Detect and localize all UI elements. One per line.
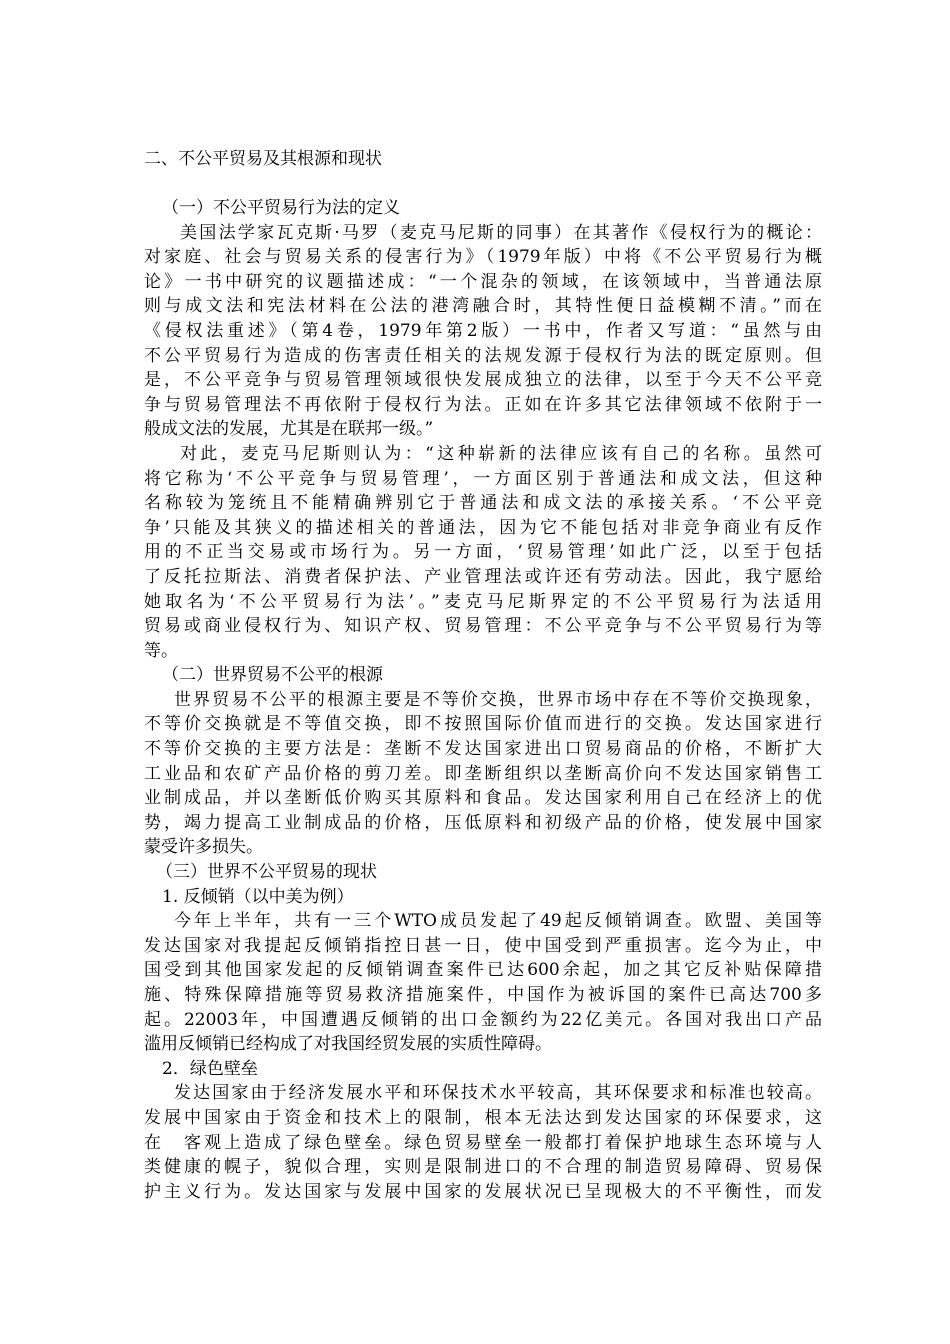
text-line: 施、特殊保障措施等贸易救济措施案件，中国作为被诉国的案件已高达700多 bbox=[144, 985, 822, 1005]
text-line: （二）世界贸易不公平的根源 bbox=[162, 665, 383, 686]
text-line: 对此，麦克马尼斯则认为：“这种崭新的法律应该有自己的名称。虽然可 bbox=[180, 443, 822, 464]
text-line: 2．绿色壁垒 bbox=[162, 1058, 258, 1079]
text-line: 发达国家对我提起反倾销指控日甚一日，使中国受到严重损害。迄今为止，中 bbox=[144, 935, 822, 956]
text-line: 蒙受许多损失。 bbox=[144, 837, 263, 858]
text-line: 起。22003年，中国遭遇反倾销的出口金额约为22亿美元。各国对我出口产品 bbox=[144, 1009, 822, 1030]
text-line: 1. 反倾销（以中美为例） bbox=[162, 886, 354, 907]
text-line: 则与成文法和宪法材料在公法的港湾融合时，其特性便日益模糊不清。”而在 bbox=[144, 296, 822, 317]
text-line: 不公平贸易行为造成的伤害责任相关的法规发源于侵权行为法的既定原则。但 bbox=[144, 345, 822, 366]
text-line: 世界贸易不公平的根源主要是不等价交换，世界市场中存在不等价交换现象， bbox=[174, 689, 822, 710]
document-body bbox=[144, 196, 822, 1204]
text-line: 类健康的幌子，貌似合理，实则是限制进口的不合理的制造贸易障碍、贸易保 bbox=[144, 1157, 822, 1178]
text-line: 用的不正当交易或市场行为。另一方面，‘贸易管理’如此广泛，以至于包括 bbox=[144, 542, 822, 563]
text-line: 将它称为‘不公平竞争与贸易管理’，一方面区别于普通法和成文法，但这种 bbox=[144, 468, 822, 489]
text-line: 般成文法的发展，尤其是在联邦一级。” bbox=[144, 419, 434, 440]
text-line: 发达国家由于经济发展水平和环保技术水平较高，其环保要求和标准也较高。 bbox=[174, 1083, 822, 1104]
text-line: 发展中国家由于资金和技术上的限制，根本无法达到发达国家的环保要求，这 bbox=[144, 1107, 822, 1128]
text-line: 今年上半年，共有一三个WTO成员发起了49起反倾销调查。欧盟、美国等 bbox=[174, 911, 822, 932]
text-line: 了反托拉斯法、消费者保护法、产业管理法或许还有劳动法。因此，我宁愿给 bbox=[144, 566, 822, 587]
text-line: 《侵权法重述》（第4卷，1979年第2版）一书中，作者又写道：“虽然与由 bbox=[144, 320, 822, 341]
text-line: 对家庭、社会与贸易关系的侵害行为》（1979年版）中将《不公平贸易行为概 bbox=[144, 247, 822, 268]
text-line: 贸易或商业侵权行为、知识产权、贸易管理：不公平竞争与不公平贸易行为等 bbox=[144, 616, 822, 637]
text-line: （一）不公平贸易行为法的定义 bbox=[162, 198, 400, 218]
section-title: 二、不公平贸易及其根源和现状 bbox=[144, 149, 382, 169]
text-line: 她取名为‘不公平贸易行为法’。”麦克马尼斯界定的不公平贸易行为法适用 bbox=[144, 591, 822, 612]
text-line: 争’只能及其狭义的描述相关的普通法，因为它不能包括对非竞争商业有反作 bbox=[144, 517, 822, 538]
text-line: 护主义行为。发达国家与发展中国家的发展状况已呈现极大的不平衡性，而发 bbox=[144, 1181, 822, 1202]
document-page bbox=[144, 146, 822, 1204]
text-line: 是，不公平竞争与贸易管理领域很快发展成独立的法律，以至于今天不公平竞 bbox=[144, 370, 822, 391]
text-line: 不等价交换的主要方法是：垄断不发达国家进出口贸易商品的价格，不断扩大 bbox=[144, 739, 822, 760]
text-line: 论》一书中研究的议题描述成：“一个混杂的领域，在该领域中，当普通法原 bbox=[144, 271, 822, 292]
text-line: 等。 bbox=[144, 640, 178, 661]
text-line: 势，竭力提高工业制成品的价格，压低原料和初级产品的价格，使发展中国家 bbox=[144, 812, 822, 833]
text-line: 名称较为笼统且不能精确辨别它于普通法和成文法的承接关系。‘不公平竞 bbox=[144, 493, 822, 514]
text-line: 国受到其他国家发起的反倾销调查案件已达600余起，加之其它反补贴保障措 bbox=[144, 960, 822, 981]
text-line: （三）世界不公平贸易的现状 bbox=[156, 862, 377, 883]
text-line: 不等价交换就是不等值交换，即不按照国际价值而进行的交换。发达国家进行 bbox=[144, 714, 822, 735]
text-line: 滥用反倾销已经构成了对我国经贸发展的实质性障碍。 bbox=[144, 1034, 552, 1055]
text-line: 争与贸易管理法不再依附于侵权行为法。正如在许多其它法律领域不依附于一 bbox=[144, 394, 822, 415]
text-line: 业制成品，并以垄断低价购买其原料和食品。发达国家利用自己在经济上的优 bbox=[144, 788, 822, 809]
text-line: 在 客观上造成了绿色壁垒。绿色贸易壁垒一般都打着保护地球生态环境与人 bbox=[144, 1132, 822, 1153]
text-line: 工业品和农矿产品价格的剪刀差。即垄断组织以垄断高价向不发达国家销售工 bbox=[144, 763, 822, 784]
text-line: 美国法学家瓦克斯·马罗（麦克马尼斯的同事）在其著作《侵权行为的概论： bbox=[180, 222, 822, 243]
